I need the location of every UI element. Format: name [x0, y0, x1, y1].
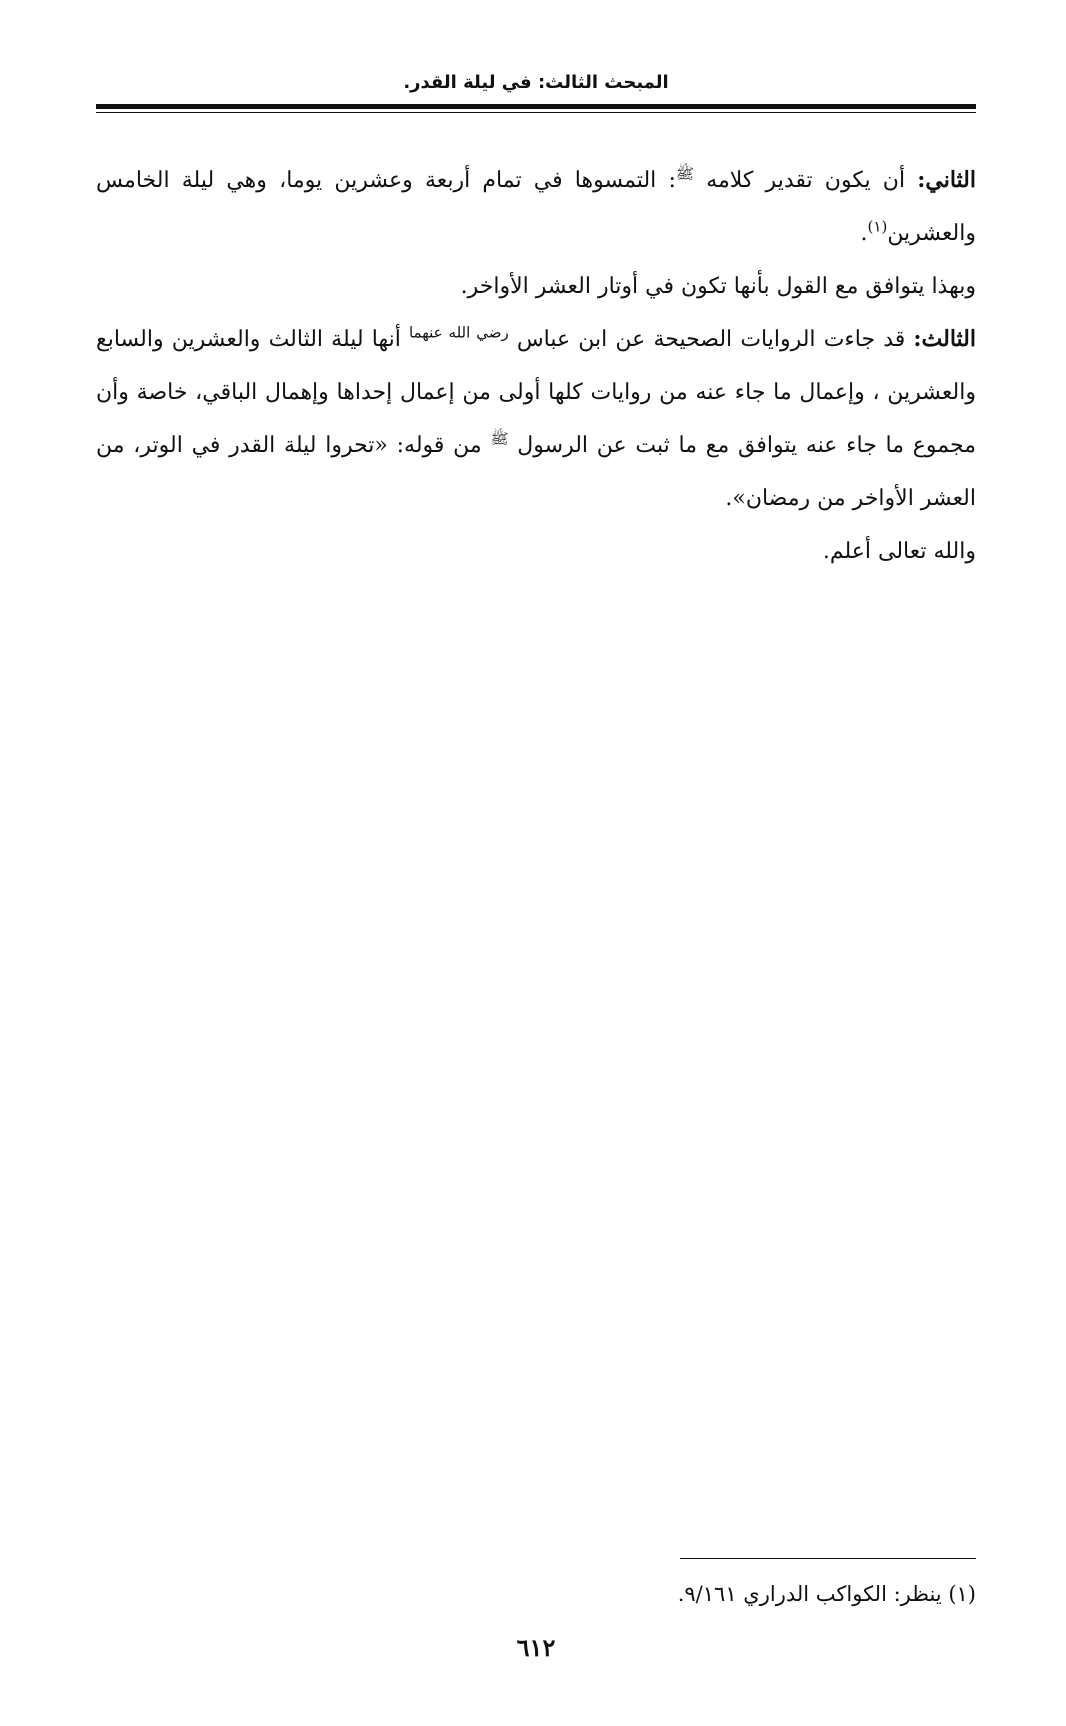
paragraph-lead: الثاني:	[917, 167, 976, 193]
paragraph-lead: الثالث:	[913, 326, 976, 352]
honorific-mark: ﷺ	[675, 164, 694, 183]
paragraph-third-view	[96, 313, 976, 525]
paragraph-text: .	[860, 221, 868, 246]
header-rule-thick	[96, 104, 976, 109]
header-rule-thin	[96, 112, 976, 113]
paragraph-text: أنها ليلة الثالث والعشرين والسابع والعشرين ، وإعمال ما جاء عنه من روايات كلها أولى من إعمال إحداها وإهمال الباقي، خاصة وأن مجموع ما جاء عنه يتوافق مع ما ثبت عن الرسول	[96, 327, 976, 458]
honorific-mark: رضي الله عنهما	[408, 323, 509, 342]
footnote-separator	[680, 1558, 976, 1559]
paragraph-text: قد جاءت الروايات الصحيحة عن ابن عباس	[508, 327, 914, 352]
closing-line: والله تعالى أعلم.	[822, 539, 976, 564]
paragraph-text: من قوله: «تحروا ليلة القدر في الوتر، من العشر الأواخر من رمضان».	[96, 433, 976, 511]
paragraph-text: : التمسوها في تمام أربعة وعشرين يوما، وهي ليلة الخامس والعشرين	[96, 168, 976, 246]
paragraph-agreement: وبهذا يتوافق مع القول بأنها تكون في أوتار العشر الأواخر.	[460, 274, 976, 299]
footnote-reference[interactable]: (١)	[867, 217, 888, 236]
paragraph-second-view	[96, 154, 976, 260]
honorific-mark: ﷺ	[490, 429, 509, 448]
paragraph-text: أن يكون تقدير كلامه	[694, 168, 918, 193]
page-number: ٦١٢	[516, 1633, 556, 1662]
running-header: المبحث الثالث: في ليلة القدر.	[403, 72, 669, 93]
body-text	[96, 154, 976, 578]
footnote: (١) ينظر: الكواكب الدراري ٩/١٦١.	[677, 1582, 976, 1606]
